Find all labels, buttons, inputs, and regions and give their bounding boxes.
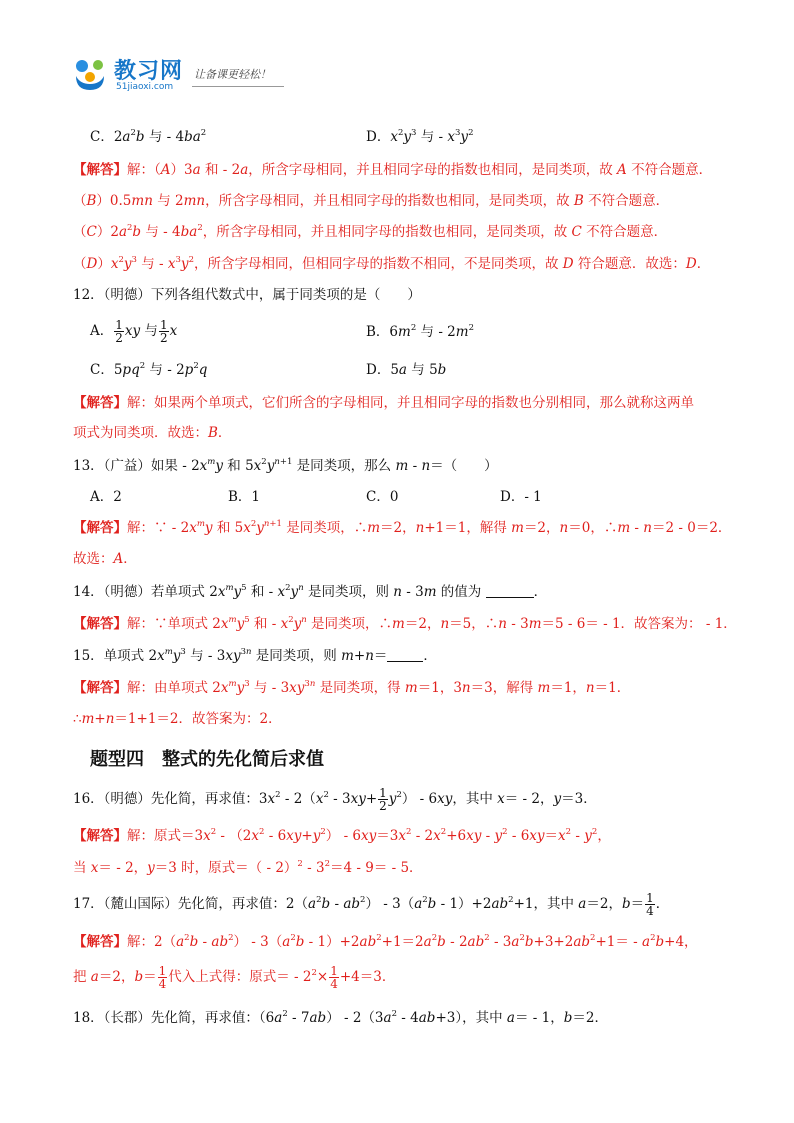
question-17: 17．（麓山国际）先化简，再求值：$2(a^2b - ab^2) - 3(a^2b - 1)+2ab^2+1$，其中 a＝2，b＝ $\frac{1}{4}$ ．: [73, 891, 670, 918]
option-row: C．$2a^2b$ 与 - $4ba^2$: [90, 128, 207, 145]
option-row: D．5a 与 5b: [366, 362, 447, 378]
question-15: 15．单项式 $2x^my^3$ 与 - $3xy^{3n}$ 是同类项，则 m+n＝ ．: [73, 647, 437, 664]
answer-line: $(D)x^2y^3$ 与 - $x^3y^2$，所含字母相同，但相同字母的指数不相同，不是同类项，故 D 符合题意．故选：D．: [73, 255, 711, 272]
answer-line: 【解答】解：$2(a^2b - ab^2) - 3(a^2b - 1)+2ab^2+1=2a^2b - 2ab^2 - 3a^2b+3+2ab^2+1= - a^2b+4$，: [73, 933, 698, 950]
logo-url: 51jiaoxi.com: [116, 82, 174, 92]
divider: [192, 86, 284, 87]
option-c: C．0: [366, 489, 399, 505]
answer-line: 【解答】解：∵单项式 $2x^my^5$ 和 - $x^2y^n$ 是同类项，∴m＝2，n＝5，∴n - 3m＝5 - 6＝ - 1．故答案为： - 1．: [73, 615, 737, 632]
logo-icon: [70, 56, 110, 92]
question-14: 14．（明德）若单项式 $2x^my^5$ 和 - $x^2y^n$ 是同类项，则 n - 3m 的值为 ．: [73, 583, 548, 600]
option-row: B．$6m^2$ 与 - $2m^2$: [366, 323, 475, 340]
answer-line: 【解答】解：由单项式 $2x^my^3$ 与 - $3xy^{3n}$ 是同类项，得 m＝1，3n＝3，解得 m＝1，n＝1．: [73, 679, 631, 696]
option-a: A．2: [90, 489, 122, 505]
section-heading: 题型四 整式的先化简后求值: [90, 749, 324, 770]
option-row: D．$x^2y^3$ 与 - $x^3y^2$: [366, 128, 474, 145]
answer-line: （B）0.5mn 与 2mn，所含字母相同，并且相同字母的指数也相同，是同类项，故 B 不符合题意．: [73, 193, 670, 209]
answer-line: 【解答】解：原式$=3x^2 - (2x^2 - 6xy+y^2) - 6xy=3x^2 - 2x^2+6xy - y^2 - 6xy=x^2 - y^2$，: [73, 827, 611, 844]
question-16: 16．（明德）先化简，再求值：$3x^2 - 2(x^2 - 3xy+$ $\frac{1}{2}$ $y^2) - 6xy$，其中 x＝ - 2，y＝3．: [73, 786, 597, 813]
answer-line: 【解答】解：∵ - $2x^my$ 和 $5x^2y^{n+1}$ 是同类项，∴m＝2，n+1＝1，解得 m＝2，n＝0，∴m - n＝2 - 0＝2．: [73, 519, 732, 536]
answer-line: $(C)2a^2b$ 与 - $4ba^2$，所含字母相同，并且相同字母的指数也相同，是同类项，故 C 不符合题意．: [73, 223, 668, 240]
answer-line: 【解答】解：（A）3a 和 - 2a，所含字母相同，并且相同字母的指数也相同，是同类项，故 A 不符合题意．: [73, 162, 713, 178]
option-row: A． $\frac{1}{2}$ xy 与 $\frac{1}{2}$ x: [90, 318, 178, 345]
answer-line: 项式为同类项．故选：B．: [73, 425, 232, 441]
answer-line: ∴m+n＝1+1＝2．故答案为：2．: [73, 711, 282, 727]
question-13: 13．（广益）如果 - $2x^my$ 和 $5x^2y^{n+1}$ 是同类项，那么 m - n＝（ ）: [73, 457, 498, 474]
question-18: 18．（长郡）先化简，再求值：$(6a^2 - 7ab) - 2(3a^2 - 4ab+3)$，其中 a＝ - 1，b＝2．: [73, 1009, 608, 1026]
question-12: 12．（明德）下列各组代数式中，属于同类项的是（ ）: [73, 287, 421, 303]
answer-line: 当 x＝ - 2，y＝3 时，原式＝（ - $2)^2 - 3^2=4 - 9= - 5$．: [73, 859, 423, 876]
option-d: D．- 1: [500, 489, 542, 505]
option-b: B．1: [228, 489, 261, 505]
option-row: C．$5pq^2$ 与 - $2p^2q$: [90, 361, 208, 378]
answer-line: 把 a＝2，b＝ $\frac{1}{4}$ 代入上式得：原式＝ - $2^2\times$ $\frac{1}{4}$ +4＝3．: [73, 964, 396, 991]
answer-line: 故选：A．: [73, 551, 137, 567]
slogan: 让备课更轻松！: [194, 68, 271, 81]
logo-name: 教习网: [114, 59, 184, 84]
answer-line: 【解答】解：如果两个单项式，它们所含的字母相同，并且相同字母的指数也分别相同，那么就称这两单: [73, 395, 694, 411]
